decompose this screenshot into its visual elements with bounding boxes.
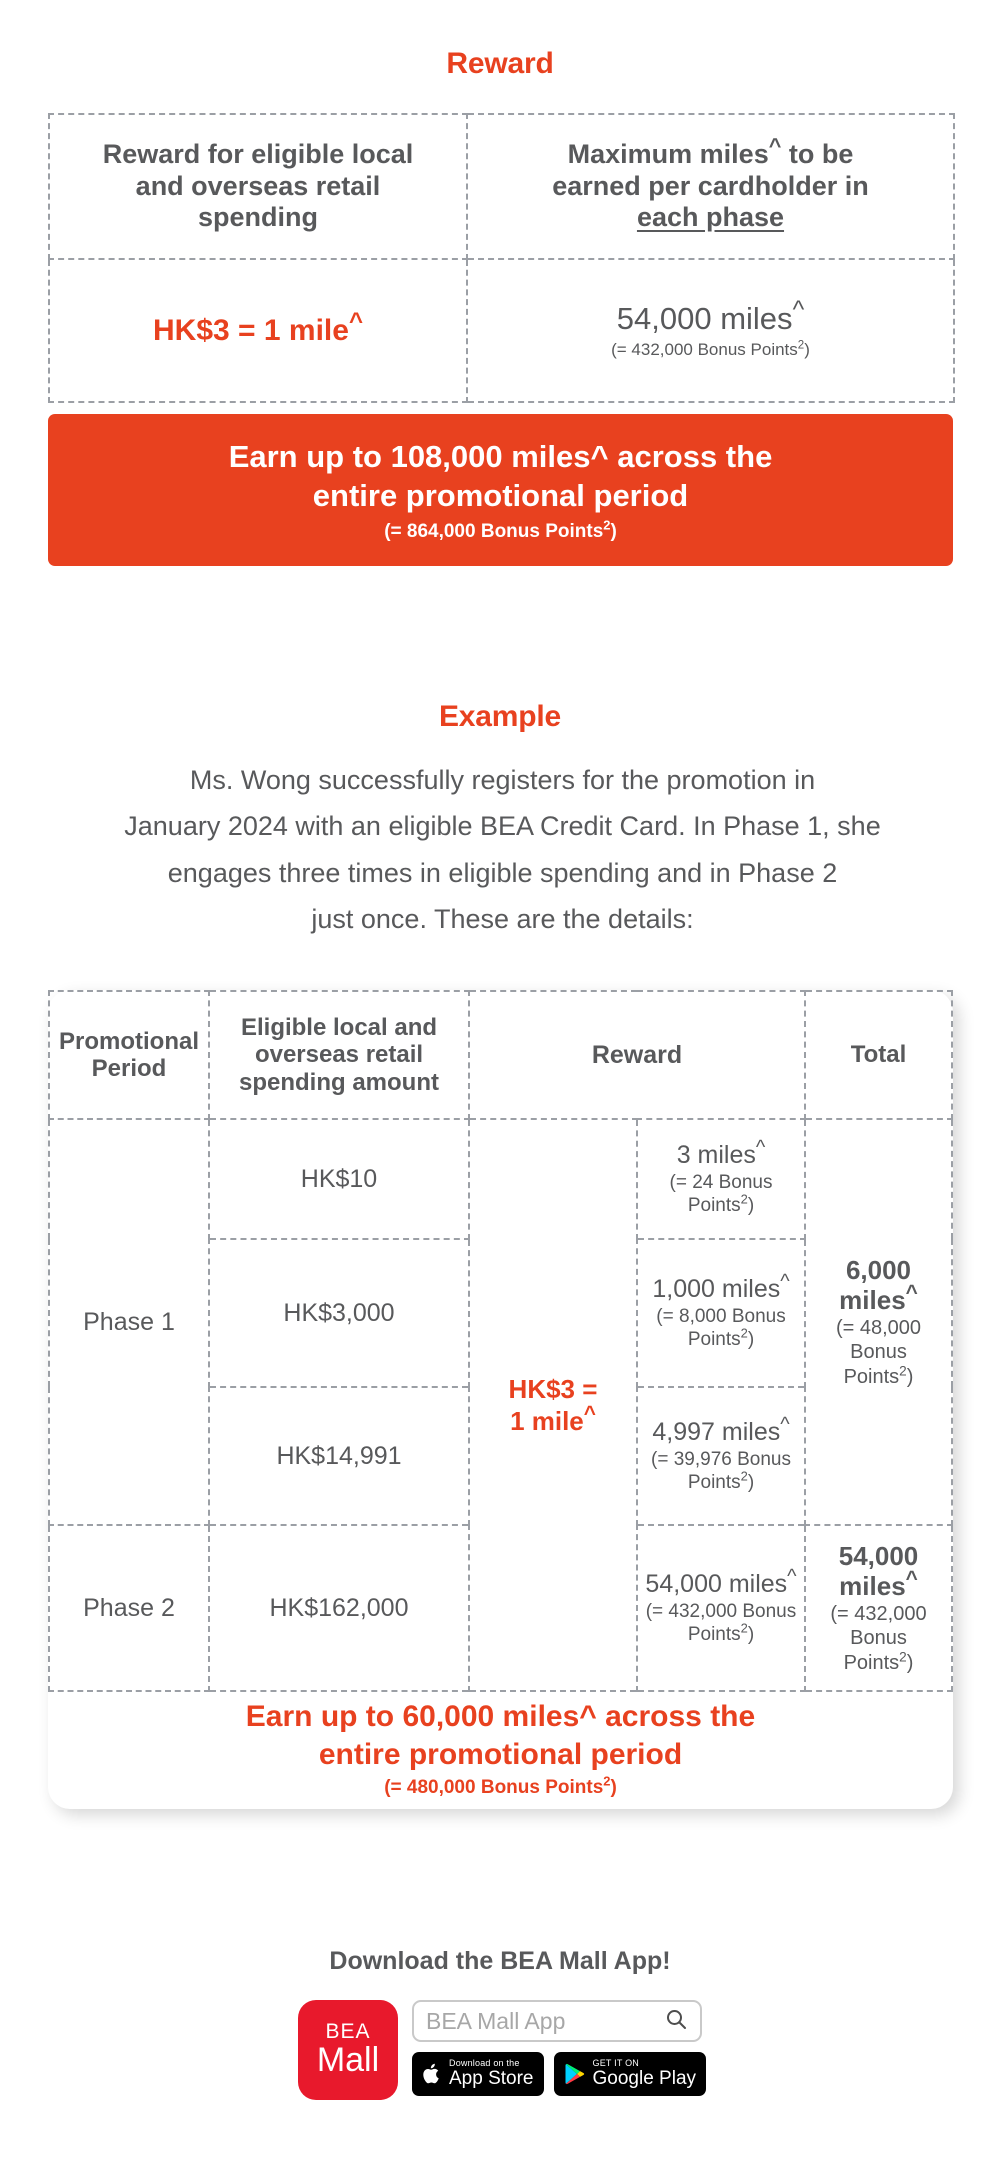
example-rate-line1: HK$3 = <box>508 1373 598 1404</box>
bea-mall-logo-line2: Mall <box>316 2041 380 2080</box>
example-total2-note-text: Points <box>843 1651 900 1674</box>
example-header-period <box>49 991 209 1119</box>
caret-marker-icon: ^ <box>768 132 782 158</box>
example-header-spend-line2: overseas retail <box>254 1041 424 1069</box>
example-spend-value: HK$10 <box>300 1164 378 1193</box>
example-reward-note-suffix: ) <box>747 1194 755 1216</box>
reward-table-header-row <box>49 114 954 259</box>
example-cell-reward-2 <box>637 1239 805 1387</box>
reward-maxmiles-text: 54,000 miles <box>616 300 793 336</box>
google-play-badge-text <box>593 2059 697 2089</box>
example-cell-rate <box>469 1119 637 1691</box>
example-total2-note-line1: (= 432,000 <box>830 1603 927 1626</box>
example-reward-note-text: Points <box>687 1471 741 1493</box>
example-reward-main-text: 54,000 miles <box>645 1570 788 1599</box>
reward-header-spending <box>49 114 467 259</box>
example-paragraph-line2: January 2024 with an eligible BEA Credit Card. In Phase 1, she <box>124 811 881 842</box>
example-total2-note-line2: Bonus <box>850 1627 907 1650</box>
example-reward-note-2b <box>644 1325 798 1351</box>
caret-marker-icon: ^ <box>905 1567 918 1591</box>
example-footer-line1: Earn up to 60,000 miles^ across the <box>245 1700 756 1733</box>
reward-table <box>48 113 955 403</box>
reward-banner-note <box>384 517 617 543</box>
footnote-marker-2: 2 <box>603 1773 611 1789</box>
google-play-badge[interactable] <box>554 2052 707 2096</box>
download-row <box>298 2000 718 2110</box>
caret-marker-icon: ^ <box>348 307 363 335</box>
example-cell-period-phase1 <box>49 1119 209 1525</box>
example-cell-spend-1 <box>209 1119 469 1239</box>
reward-banner-line1: Earn up to 108,000 miles^ across the <box>228 438 773 474</box>
example-paragraph-line1: Ms. Wong successfully registers for the promotion in <box>189 765 816 795</box>
example-rate-line2 <box>476 1402 630 1438</box>
store-badges <box>412 2052 706 2096</box>
example-reward-note-1a: (= 24 Bonus <box>669 1171 773 1193</box>
example-total2-main-line1: 54,000 <box>838 1540 919 1571</box>
reward-banner-line2: entire promotional period <box>312 478 689 513</box>
example-cell-spend-4 <box>209 1525 469 1691</box>
reward-rate-text: HK$3 = 1 mile <box>153 313 349 347</box>
app-search-bar[interactable] <box>412 2000 702 2042</box>
reward-table-body-row <box>49 259 954 402</box>
reward-maxmiles-cell <box>467 259 954 402</box>
example-reward-note-3a: (= 39,976 Bonus <box>651 1448 791 1470</box>
example-reward-main-text: 1,000 miles <box>652 1275 781 1304</box>
example-cell-spend-3 <box>209 1387 469 1525</box>
reward-header-maxmiles-line2: earned per cardholder in <box>552 170 869 201</box>
example-total-note-text: Points <box>843 1365 900 1388</box>
footnote-marker-2: 2 <box>740 1468 748 1484</box>
reward-table-wrapper <box>48 113 953 403</box>
download-right-column <box>412 2000 706 2096</box>
example-reward-main-2 <box>644 1270 798 1305</box>
example-total-main-line2 <box>812 1281 945 1316</box>
example-paragraph-line3: engages three times in eligible spending and in Phase 2 <box>167 857 838 888</box>
example-header-spend-line3: spending amount <box>239 1068 439 1096</box>
app-store-big-label: App Store <box>449 2067 534 2089</box>
footnote-marker-2: 2 <box>899 1649 907 1665</box>
app-search-placeholder: BEA Mall App <box>426 2007 566 2034</box>
reward-header-spending-line1: Reward for eligible local <box>102 138 414 169</box>
example-cell-period-phase2 <box>49 1525 209 1691</box>
example-footer-note-text: (= 480,000 Bonus Points <box>384 1777 604 1798</box>
example-reward-note-suffix: ) <box>747 1623 755 1645</box>
example-period-value: Phase 2 <box>83 1593 175 1622</box>
apple-icon <box>422 2062 442 2086</box>
example-total-main-line1: 6,000 <box>845 1254 912 1285</box>
footnote-marker-2: 2 <box>740 1191 748 1207</box>
reward-maxmiles-note-text: (= 432,000 Bonus Points <box>611 340 798 360</box>
example-total-main-text: miles <box>839 1285 906 1316</box>
example-section-title: Example <box>439 700 561 733</box>
example-header-spend <box>209 991 469 1119</box>
reward-maxmiles-note <box>482 340 939 360</box>
example-reward-note-suffix: ) <box>747 1471 755 1493</box>
reward-header-maxmiles <box>467 114 954 259</box>
caret-marker-icon: ^ <box>583 1402 596 1426</box>
example-cell-spend-2 <box>209 1239 469 1387</box>
google-play-small-label: GET IT ON <box>592 2058 639 2069</box>
footnote-marker-2: 2 <box>740 1325 748 1341</box>
example-reward-note-text: Points <box>687 1328 741 1350</box>
reward-section-title: Reward <box>446 47 554 80</box>
caret-marker-icon: ^ <box>780 1413 790 1436</box>
example-cell-total-phase1 <box>805 1119 952 1525</box>
example-spend-value: HK$3,000 <box>283 1298 395 1327</box>
bea-mall-logo-line1: BEA <box>325 2020 371 2044</box>
example-reward-main-1 <box>644 1136 798 1171</box>
reward-header-maxmiles-text: Maximum miles <box>567 138 769 169</box>
example-total-note-line2: Bonus <box>850 1341 907 1364</box>
example-header-period-line2: Period <box>91 1055 167 1082</box>
example-reward-main-text: 4,997 miles <box>652 1418 781 1447</box>
example-spend-value: HK$14,991 <box>276 1441 402 1470</box>
example-total2-note-suffix: ) <box>906 1651 914 1674</box>
example-footer-line2: entire promotional period <box>318 1737 683 1771</box>
example-table <box>48 990 953 1809</box>
search-icon <box>664 2007 688 2036</box>
reward-highlight-banner <box>48 414 953 566</box>
example-total-note-line3 <box>812 1365 945 1389</box>
example-cell-reward-3 <box>637 1387 805 1525</box>
example-reward-note-text: Points <box>687 1623 741 1645</box>
reward-maxmiles-value <box>482 296 939 337</box>
example-footer-note <box>55 1773 946 1799</box>
reward-banner-note-suffix: ) <box>610 521 617 543</box>
example-total2-main-line2 <box>812 1567 945 1602</box>
app-store-badge[interactable] <box>412 2052 544 2096</box>
example-reward-main-4 <box>644 1565 798 1600</box>
caret-marker-icon: ^ <box>780 1270 790 1293</box>
reward-header-spending-line3: spending <box>198 202 318 233</box>
example-reward-note-text: Points <box>687 1194 741 1216</box>
app-store-small-label: Download on the <box>449 2058 520 2069</box>
example-total2-note-line3 <box>812 1651 945 1675</box>
app-store-badge-text <box>449 2059 534 2089</box>
example-reward-main-3 <box>644 1413 798 1448</box>
example-cell-reward-1 <box>637 1119 805 1239</box>
example-footer-row <box>49 1691 952 1809</box>
example-header-period-line1: Promotional <box>58 1027 199 1055</box>
reward-maxmiles-note-suffix: ) <box>804 340 810 360</box>
example-reward-note-2a: (= 8,000 Bonus <box>656 1305 786 1327</box>
reward-header-maxmiles-line3: each phase <box>636 202 785 233</box>
example-paragraph <box>75 757 930 943</box>
example-reward-note-1b <box>644 1191 798 1217</box>
footnote-marker-2: 2 <box>899 1363 907 1379</box>
download-title: Download the BEA Mall App! <box>329 1947 671 1975</box>
example-header-row <box>49 991 952 1119</box>
google-play-big-label: Google Play <box>592 2067 697 2089</box>
footnote-marker-2: 2 <box>740 1620 748 1636</box>
example-total-note-line1: (= 48,000 <box>835 1317 922 1340</box>
reward-header-spending-line2: and overseas retail <box>135 170 381 201</box>
reward-banner-note-text: (= 864,000 Bonus Points <box>384 521 604 543</box>
example-header-total: Total <box>805 991 952 1119</box>
bea-mall-logo <box>298 2000 398 2100</box>
reward-header-maxmiles-line1: Maximum miles^ to be <box>567 132 854 169</box>
reward-rate-value <box>64 307 452 348</box>
caret-marker-icon: ^ <box>755 1136 766 1159</box>
example-reward-note-4b <box>644 1620 798 1646</box>
example-table-card <box>48 990 953 1809</box>
google-play-icon <box>564 2062 586 2086</box>
example-header-reward: Reward <box>469 991 805 1119</box>
table-row <box>49 1119 952 1239</box>
example-reward-main-text: 3 miles <box>676 1141 756 1170</box>
example-cell-reward-4 <box>637 1525 805 1691</box>
footnote-marker-2: 2 <box>603 517 611 533</box>
example-footer-cell <box>49 1691 952 1809</box>
footnote-marker-2: 2 <box>797 339 805 352</box>
example-total2-main-text: miles <box>839 1571 906 1602</box>
example-paragraph-line4: just once. These are the details: <box>311 904 694 935</box>
caret-marker-icon: ^ <box>787 1565 797 1588</box>
example-footer-note-suffix: ) <box>610 1777 617 1798</box>
example-header-spend-line1: Eligible local and <box>240 1013 438 1041</box>
example-reward-note-suffix: ) <box>747 1328 755 1350</box>
example-spend-value: HK$162,000 <box>269 1593 409 1622</box>
example-rate-line2-text: 1 mile <box>510 1406 584 1436</box>
caret-marker-icon: ^ <box>905 1281 918 1305</box>
example-total-note-suffix: ) <box>906 1365 914 1388</box>
caret-marker-icon: ^ <box>792 296 805 324</box>
example-reward-note-3b <box>644 1468 798 1494</box>
example-cell-total-phase2 <box>805 1525 952 1691</box>
reward-rate-cell <box>49 259 467 402</box>
example-reward-note-4a: (= 432,000 Bonus <box>645 1600 797 1622</box>
example-period-value: Phase 1 <box>83 1307 175 1336</box>
